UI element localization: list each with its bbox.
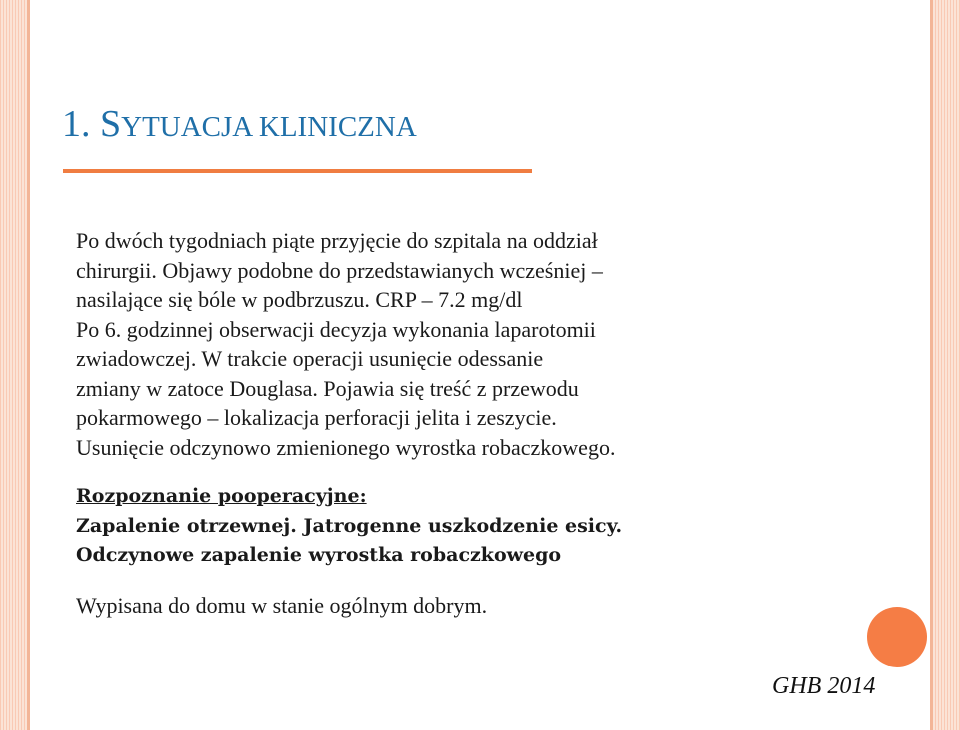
slide-title [62, 96, 417, 155]
right-border-line [930, 0, 933, 730]
title-first-letter: S [100, 103, 122, 145]
body-line: Usunięcie odczynowo zmienionego wyrostka robaczkowego. [76, 434, 616, 460]
orange-circle-decoration [867, 607, 927, 667]
title-underline-rule [63, 169, 532, 173]
diagnosis-line: Odczynowe zapalenie wyrostka robaczkowego [76, 544, 562, 566]
postoperative-diagnosis [76, 482, 856, 571]
body-line: chirurgii. Objawy podobne do przedstawianych wcześniej – [76, 257, 603, 283]
body-line: nasilające się bóle w podbrzuszu. CRP – 7.2 mg/dl [76, 287, 523, 312]
slide-body [76, 226, 856, 620]
body-line: zmiany w zatoce Douglasa. Pojawia się treść z przewodu [76, 375, 579, 401]
title-rest: YTUACJA KLINICZNA [121, 111, 417, 143]
case-description [76, 226, 856, 462]
footer-label: GHB 2014 [772, 673, 876, 699]
left-decorative-border [0, 0, 27, 730]
body-line: Po dwóch tygodniach piąte przyjęcie do szpitala na oddział [76, 228, 598, 253]
title-number: 1. [62, 103, 100, 145]
diagnosis-line: Zapalenie otrzewnej. Jatrogenne uszkodzenie esicy. [76, 514, 623, 537]
discharge-note: Wypisana do domu w stanie ogólnym dobrym. [76, 592, 488, 618]
body-line: Po 6. godzinnej obserwacji decyzja wykonania laparotomii [76, 316, 596, 342]
diagnosis-heading: Rozpoznanie pooperacyjne: [76, 485, 367, 507]
right-decorative-border [933, 0, 960, 730]
body-line: pokarmowego – lokalizacja perforacji jelita i zeszycie. [76, 405, 557, 430]
body-line: zwiadowczej. W trakcie operacji usunięcie odessanie [76, 346, 544, 371]
left-border-line [27, 0, 30, 730]
